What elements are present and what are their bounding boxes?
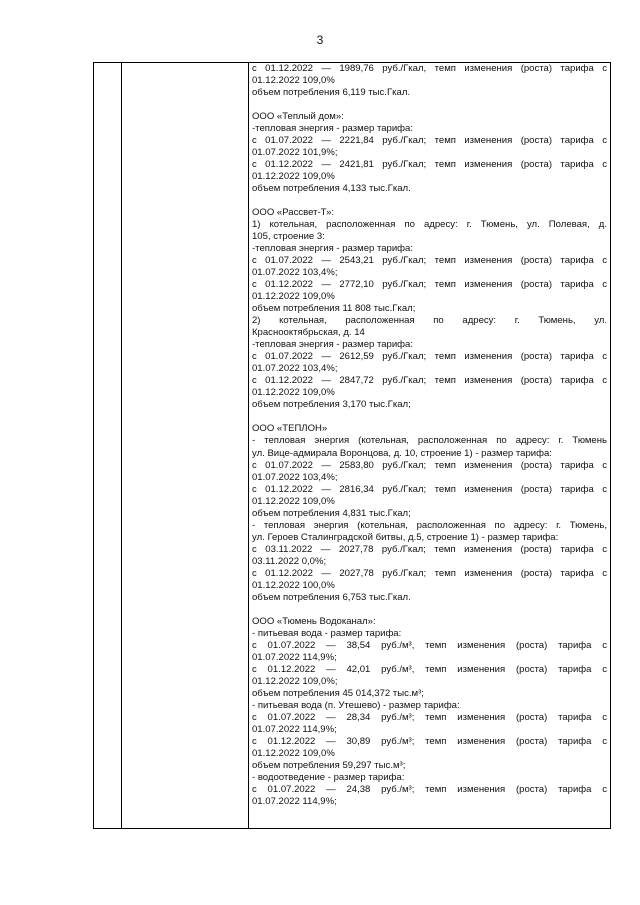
text-line: 01.12.2022 109,0% bbox=[252, 747, 335, 759]
text-line: объем потребления 6,119 тыс.Гкал. bbox=[252, 87, 411, 99]
text-line: 105, строение 3: bbox=[252, 231, 325, 243]
text-line: с 01.07.2022 — 24,38 руб./м³; темп изменения (роста) тарифа с bbox=[252, 783, 607, 795]
text-line: Краснооктябрьская, д. 14 bbox=[252, 327, 365, 339]
text-line: 01.07.2022 103,4%; bbox=[252, 267, 338, 279]
text-line: с 01.07.2022 — 2221,84 руб./Гкал; темп изменения (роста) тарифа с bbox=[252, 135, 607, 147]
blank-line bbox=[252, 411, 607, 423]
text-line: объем потребления 4,133 тыс.Гкал. bbox=[252, 183, 411, 195]
text-line: объем потребления 4,831 тыс.Гкал; bbox=[252, 507, 411, 519]
page-number: 3 bbox=[316, 33, 324, 47]
text-line: 03.11.2022 0,0%; bbox=[252, 555, 327, 567]
table-column-divider-2 bbox=[248, 63, 249, 828]
text-line: 01.12.2022 109,0% bbox=[252, 171, 335, 183]
text-line: 01.07.2022 103,4%; bbox=[252, 363, 338, 375]
table-column-divider-1 bbox=[121, 63, 122, 828]
text-line: с 01.07.2022 — 2612,59 руб./Гкал; темп изменения (роста) тарифа с bbox=[252, 351, 607, 363]
text-line: 01.12.2022 100,0% bbox=[252, 579, 335, 591]
text-line: 2) котельная, расположенная по адресу: г. Тюмень, ул. bbox=[252, 315, 607, 327]
text-line: - питьевая вода - размер тарифа: bbox=[252, 627, 402, 639]
text-line: - тепловая энергия (котельная, расположенная по адресу: г. Тюмень, bbox=[252, 519, 607, 531]
text-line: 01.12.2022 109,0%; bbox=[252, 675, 338, 687]
text-line: объем потребления 11 808 тыс.Гкал; bbox=[252, 303, 416, 315]
text-line: 01.07.2022 114,9%; bbox=[252, 651, 337, 663]
text-line: объем потребления 6,753 тыс.Гкал. bbox=[252, 591, 411, 603]
text-line: -тепловая энергия - размер тарифа: bbox=[252, 123, 413, 135]
text-line: ООО «Рассвет-Т»: bbox=[252, 207, 335, 219]
text-line: -тепловая энергия - размер тарифа: bbox=[252, 243, 413, 255]
blank-line bbox=[252, 604, 607, 616]
text-line: ООО «Тюмень Водоканал»: bbox=[252, 615, 376, 627]
text-line: объем потребления 45 014,372 тыс.м³; bbox=[252, 687, 424, 699]
text-line: 01.07.2022 114,9%; bbox=[252, 795, 337, 807]
text-line: ул. Героев Сталинградской битвы, д.5, строение 1) - размер тарифа: bbox=[252, 531, 559, 543]
blank-line bbox=[252, 99, 607, 111]
text-line: 01.07.2022 114,9%; bbox=[252, 723, 337, 735]
text-line: с 01.12.2022 — 2816,34 руб./Гкал; темп изменения (роста) тарифа с bbox=[252, 483, 607, 495]
text-line: объем потребления 59,297 тыс.м³; bbox=[252, 759, 406, 771]
table-border-left bbox=[93, 63, 94, 828]
text-line: с 01.12.2022 — 2772,10 руб./Гкал; темп изменения (роста) тарифа с bbox=[252, 279, 607, 291]
text-line: объем потребления 3,170 тыс.Гкал; bbox=[252, 399, 411, 411]
text-line: 01.12.2022 109,0% bbox=[252, 495, 335, 507]
text-line: ООО «ТЕПЛОН» bbox=[252, 423, 328, 435]
text-line: с 01.12.2022 — 30,89 руб./м³; темп изменения (роста) тарифа с bbox=[252, 735, 607, 747]
text-line: с 01.07.2022 — 2543,21 руб./Гкал; темп изменения (роста) тарифа с bbox=[252, 255, 607, 267]
tariff-text-cell bbox=[252, 63, 607, 808]
blank-line bbox=[252, 195, 607, 207]
text-line: с 01.12.2022 — 1989,76 руб./Гкал, темп изменения (роста) тарифа с bbox=[252, 63, 607, 74]
text-line: с 03.11.2022 — 2027,78 руб./Гкал; темп изменения (роста) тарифа с bbox=[252, 543, 607, 555]
text-line: 01.12.2022 109,0% bbox=[252, 75, 335, 87]
text-line: с 01.12.2022 — 2027,78 руб./Гкал; темп изменения (роста) тарифа с bbox=[252, 567, 607, 579]
text-line: с 01.07.2022 — 38,54 руб./м³, темп изменения (роста) тарифа с bbox=[252, 639, 607, 651]
text-line: 01.07.2022 103,4%; bbox=[252, 471, 338, 483]
text-line: - тепловая энергия (котельная, расположенная по адресу: г. Тюмень bbox=[252, 435, 607, 447]
text-line: -тепловая энергия - размер тарифа: bbox=[252, 339, 413, 351]
text-line: с 01.12.2022 — 2421,81 руб./Гкал; темп изменения (роста) тарифа с bbox=[252, 159, 607, 171]
text-line: 01.12.2022 109,0% bbox=[252, 387, 335, 399]
table-border-right bbox=[610, 63, 611, 828]
text-line: с 01.07.2022 — 2583,80 руб./Гкал; темп изменения (роста) тарифа с bbox=[252, 459, 607, 471]
text-line: 01.07.2022 101,9%; bbox=[252, 147, 338, 159]
text-line: с 01.12.2022 — 2847,72 руб./Гкал; темп изменения (роста) тарифа с bbox=[252, 375, 607, 387]
text-line: 01.12.2022 109,0% bbox=[252, 291, 335, 303]
text-line: 1) котельная, расположенная по адресу: г. Тюмень, ул. Полевая, д. bbox=[252, 219, 607, 231]
text-line: ООО «Теплый дом»: bbox=[252, 111, 344, 123]
text-line: ул. Вице-адмирала Воронцова, д. 10, строение 1) - размер тарифа: bbox=[252, 447, 552, 459]
text-line: - питьевая вода (п. Утешево) - размер тарифа: bbox=[252, 699, 460, 711]
text-line: с 01.12.2022 — 42,01 руб./м³, темп изменения (роста) тарифа с bbox=[252, 663, 607, 675]
text-line: с 01.07.2022 — 28,34 руб./м³; темп изменения (роста) тарифа с bbox=[252, 711, 607, 723]
text-line: - водоотведение - размер тарифа: bbox=[252, 771, 405, 783]
